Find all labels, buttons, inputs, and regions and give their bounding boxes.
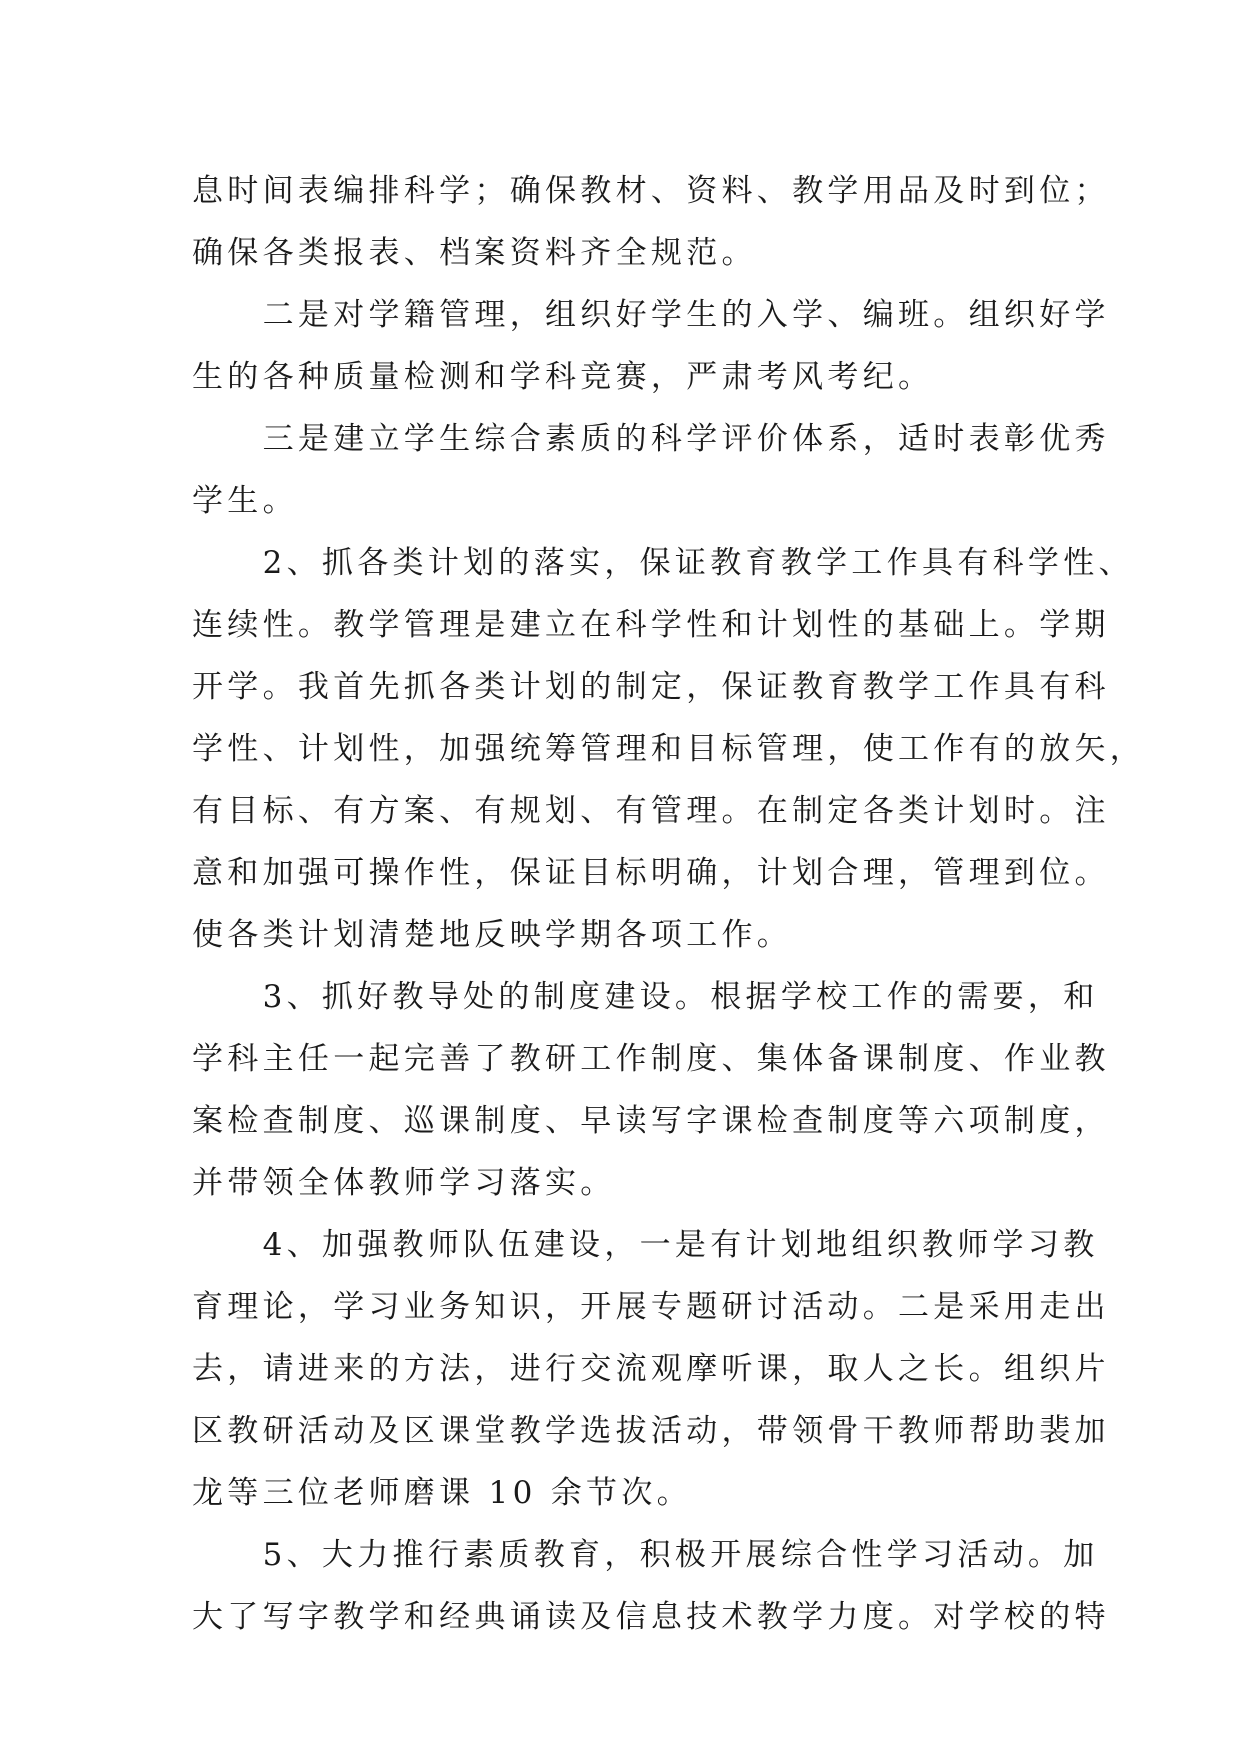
text-line: 开学。我首先抓各类计划的制定，保证教育教学工作具有科 (192, 669, 1110, 705)
text-line: 学性、计划性，加强统筹管理和目标管理，使工作有的放矢， (192, 731, 1146, 767)
text-line: 育理论，学习业务知识，开展专题研讨活动。二是采用走出 (192, 1289, 1110, 1325)
text-line: 龙等三位老师磨课 10 余节次。 (192, 1475, 692, 1511)
text-line: 去，请进来的方法，进行交流观摩听课，取人之长。组织片 (192, 1351, 1110, 1387)
text-line: 有目标、有方案、有规划、有管理。在制定各类计划时。注 (192, 793, 1110, 829)
text-line: 2、抓各类计划的落实，保证教育教学工作具有科学性、 (192, 545, 1134, 581)
text-line: 使各类计划清楚地反映学期各项工作。 (192, 917, 793, 953)
text-line: 5、大力推行素质教育，积极开展综合性学习活动。加 (192, 1537, 1099, 1573)
text-line: 意和加强可操作性，保证目标明确，计划合理，管理到位。 (192, 855, 1110, 891)
text-line: 并带领全体教师学习落实。 (192, 1165, 616, 1201)
text-line: 学生。 (192, 483, 298, 519)
text-line: 案检查制度、巡课制度、早读写字课检查制度等六项制度， (192, 1103, 1110, 1139)
text-line: 3、抓好教导处的制度建设。根据学校工作的需要，和 (192, 979, 1099, 1015)
text-line: 连续性。教学管理是建立在科学性和计划性的基础上。学期 (192, 607, 1110, 643)
text-line: 三是建立学生综合素质的科学评价体系，适时表彰优秀 (192, 421, 1110, 457)
text-line: 生的各种质量检测和学科竞赛，严肃考风考纪。 (192, 359, 934, 395)
text-line: 区教研活动及区课堂教学选拔活动，带领骨干教师帮助裴加 (192, 1413, 1110, 1449)
text-line: 确保各类报表、档案资料齐全规范。 (192, 235, 757, 271)
text-line: 息时间表编排科学；确保教材、资料、教学用品及时到位； (192, 173, 1110, 209)
text-line: 4、加强教师队伍建设，一是有计划地组织教师学习教 (192, 1227, 1099, 1263)
document-body (192, 160, 1146, 1648)
text-line: 二是对学籍管理，组织好学生的入学、编班。组织好学 (192, 297, 1110, 333)
text-line: 大了写字教学和经典诵读及信息技术教学力度。对学校的特 (192, 1599, 1110, 1635)
text-line: 学科主任一起完善了教研工作制度、集体备课制度、作业教 (192, 1041, 1110, 1077)
